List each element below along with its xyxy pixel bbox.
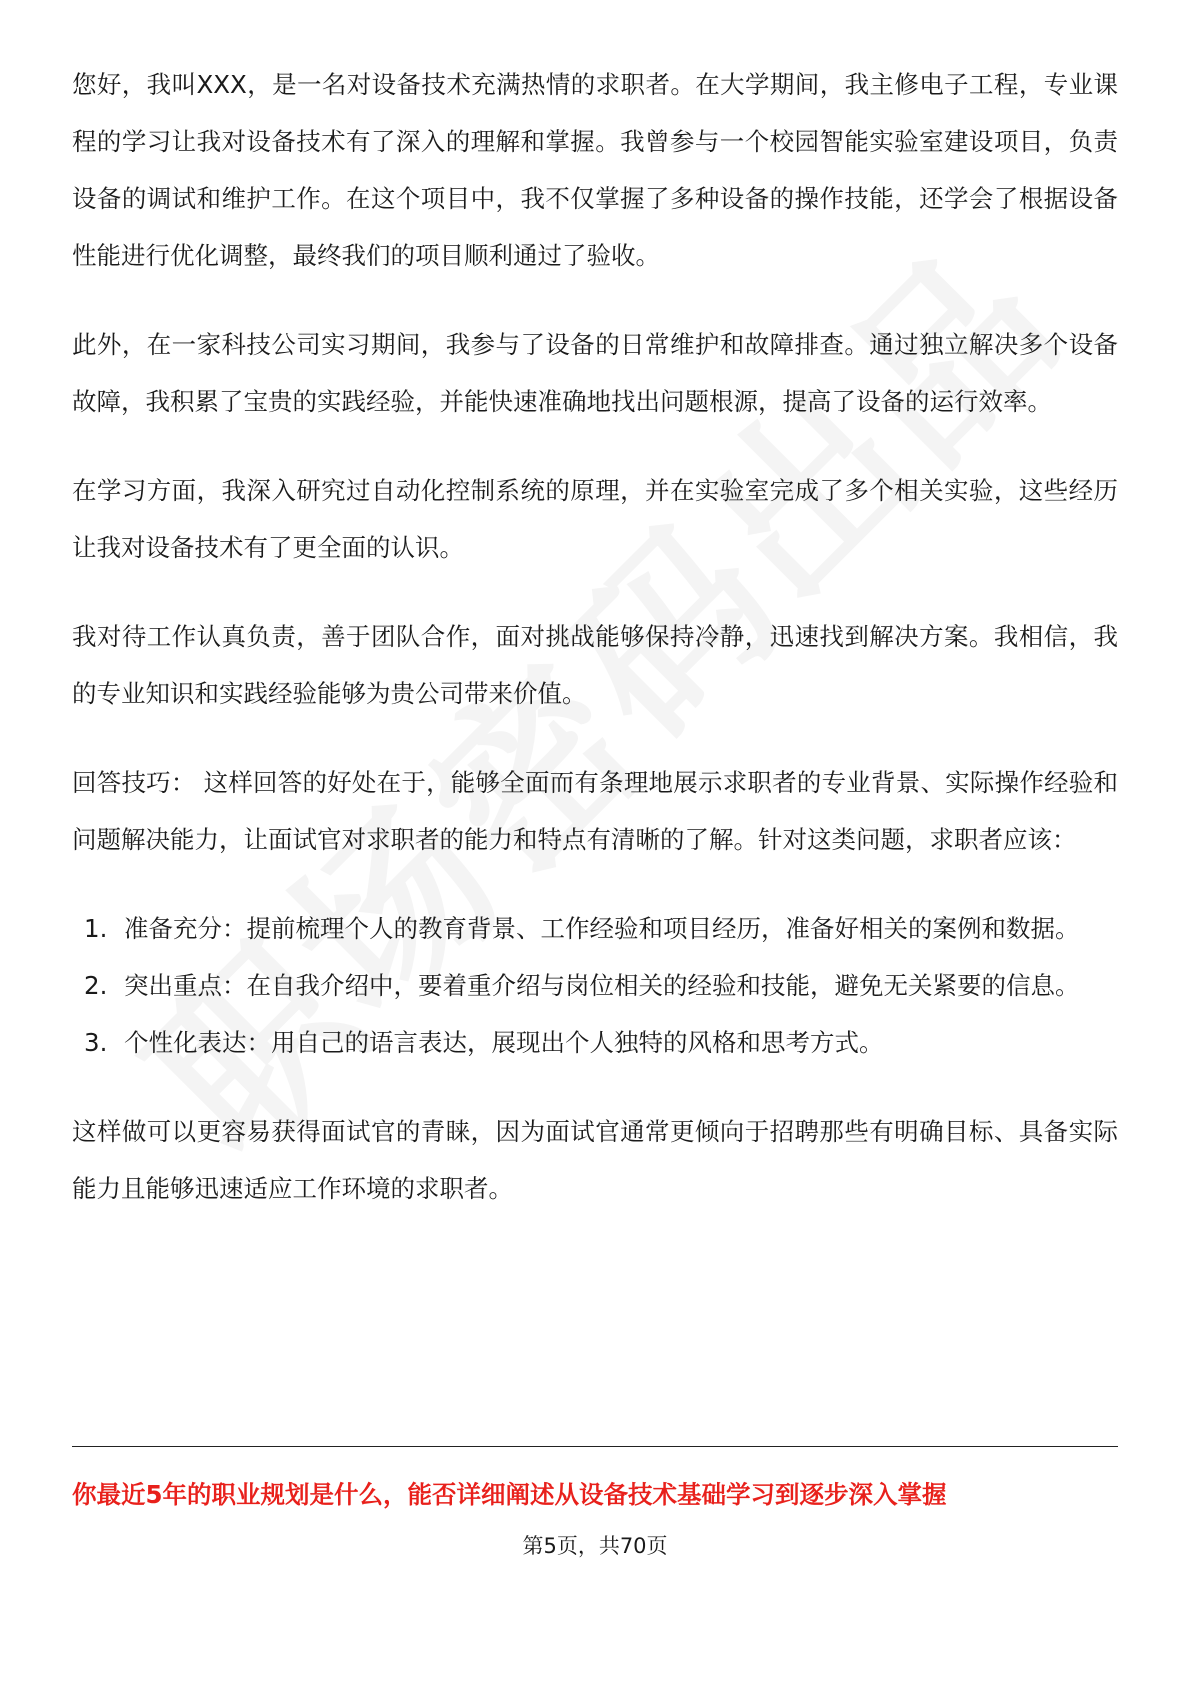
list-item-text: 突出重点：在自我介绍中，要着重介绍与岗位相关的经验和技能，避免无关紧要的信息。 [124,971,1080,1000]
paragraph-conclusion: 这样做可以更容易获得面试官的青睐，因为面试官通常更倾向于招聘那些有明确目标、具备实际能力且能够迅速适应工作环境的求职者。 [72,1117,1118,1203]
list-item-number: 2. [84,971,108,1000]
paragraph-answer-tips: 回答技巧： 这样回答的好处在于，能够全面而有条理地展示求职者的专业背景、实际操作经验和问题解决能力，让面试官对求职者的能力和特点有清晰的了解。针对这类问题，求职者应该： [72,768,1118,854]
list-item [72,957,1118,1014]
document-body [72,56,1118,1249]
paragraph-internship: 此外，在一家科技公司实习期间，我参与了设备的日常维护和故障排查。通过独立解决多个设备故障，我积累了宝贵的实践经验，并能快速准确地找出问题根源，提高了设备的运行效率。 [72,330,1118,416]
paragraph-intro: 您好，我叫XXX，是一名对设备技术充满热情的求职者。在大学期间，我主修电子工程，专业课程的学习让我对设备技术有了深入的理解和掌握。我曾参与一个校园智能实验室建设项目，负责设备的调试和维护工作。在这个项目中，我不仅掌握了多种设备的操作技能，还学会了根据设备性能进行优化调整，最终我们的项目顺利通过了验收。 [72,70,1118,270]
next-question-heading: 你最近5年的职业规划是什么，能否详细阐述从设备技术基础学习到逐步深入掌握 [72,1480,947,1509]
list-item [72,1014,1118,1071]
page-number: 第5页，共70页 [522,1534,668,1558]
list-item-text: 准备充分：提前梳理个人的教育背景、工作经验和项目经历，准备好相关的案例和数据。 [124,914,1080,943]
paragraph-study: 在学习方面，我深入研究过自动化控制系统的原理，并在实验室完成了多个相关实验，这些经历让我对设备技术有了更全面的认识。 [72,476,1118,562]
list-item-text: 个性化表达：用自己的语言表达，展现出个人独特的风格和思考方式。 [124,1028,884,1057]
divider [72,1446,1118,1447]
list-item-number: 3. [84,1028,108,1057]
tips-list [72,900,1118,1071]
list-item [72,900,1118,957]
paragraph-attitude: 我对待工作认真负责，善于团队合作，面对挑战能够保持冷静，迅速找到解决方案。我相信，我的专业知识和实践经验能够为贵公司带来价值。 [72,622,1118,708]
list-item-number: 1. [84,914,108,943]
